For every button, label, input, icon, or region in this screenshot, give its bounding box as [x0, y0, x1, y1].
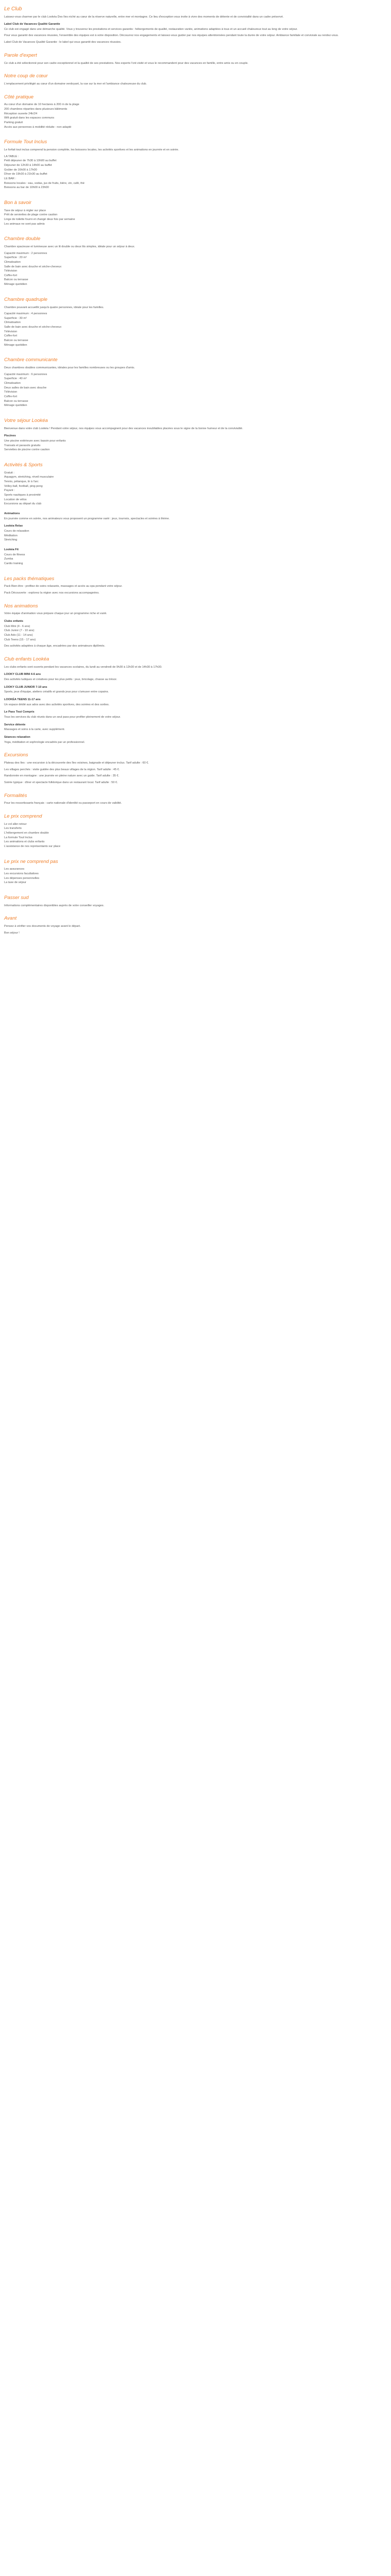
section-heading: Côté pratique [4, 94, 34, 100]
list-item: Aquagym, stretching, réveil musculaire [4, 476, 54, 479]
subheading: LOOKY CLUB MINI 4-6 ans [4, 673, 41, 676]
list-item: La taxe de séjour [4, 881, 26, 885]
section-heading: Formalités [4, 792, 27, 799]
paragraph: Ce club a été sélectionné pour son cadre exceptionnel et la qualité de ses prestations. Nos experts l'ont visité et vous le recommandent pour des vacances en famille, entre amis ou en couple. [4, 61, 249, 65]
list-item: Stretching [4, 538, 18, 542]
paragraph: Pack Bien-être : profitez de soins relaxants, massages et accès au spa pendant votre séjour. [4, 585, 123, 588]
list-item: L'hébergement en chambre double [4, 831, 49, 835]
list-item: Goûter de 16h00 à 17h00 [4, 168, 37, 172]
list-item: Télévision [4, 269, 18, 273]
list-item: Gratuit : [4, 471, 14, 474]
list-item: Accès aux personnes à mobilité réduite : non adapté [4, 125, 72, 129]
list-item: Tennis, pétanque, tir à l'arc [4, 480, 39, 484]
list-item: Wifi gratuit dans les espaces communs [4, 116, 54, 120]
list [4, 439, 387, 452]
list-item: Parking gratuit [4, 121, 23, 124]
paragraph: Le forfait tout inclus comprend la pension complète, les boissons locales, les activités sportives et les animations en journée et en soirée. [4, 148, 179, 151]
section-heading: Les packs thématiques [4, 575, 55, 582]
paragraph: Pensez à vérifier vos documents de voyage avant le départ. [4, 924, 81, 928]
section-heading: Formule Tout Inclus [4, 139, 47, 145]
subheading: Clubs enfants [4, 619, 23, 623]
list [4, 529, 387, 543]
subheading: Lookéa Fit [4, 548, 19, 551]
paragraph: Yoga, méditation et sophrologie encadrés par un professionnel. [4, 740, 85, 744]
section-heading: Chambre double [4, 236, 41, 242]
section-heading: Excursions [4, 752, 28, 758]
list [4, 372, 387, 408]
list-item: Coffre-fort [4, 334, 18, 338]
list-item: Payant : [4, 489, 15, 493]
paragraph: Massages et soins à la carte, avec supplément. [4, 728, 65, 732]
subheading: LOOKY CLUB JUNIOR 7-10 ans [4, 685, 47, 689]
list-item: Club Ado (11 - 14 ans) [4, 633, 33, 637]
list-item: Salle de bain avec douche et sèche-cheveux [4, 326, 62, 329]
list-item: Club Mini (4 - 6 ans) [4, 624, 30, 628]
list-item: Les assurances [4, 868, 25, 871]
list-item: Boissons locales : eau, sodas, jus de fruits, bière, vin, café, thé [4, 181, 85, 185]
list-item: Prêt de serviettes de plage contre caution [4, 213, 58, 217]
subheading: Séances relaxation [4, 735, 30, 739]
list-item: Climatisation [4, 260, 21, 264]
paragraph: Randonnée en montagne : une journée en pleine nature avec un guide. Tarif adulte : 35 €. [4, 774, 119, 778]
list-item: Superficie : 20 m² [4, 256, 27, 260]
subheading: Le Pass Tout Compris [4, 710, 35, 714]
list [4, 155, 387, 190]
paragraph: Pour les ressortissants français : carte nationale d'identité ou passeport en cours de validité. [4, 802, 122, 805]
list-item: Les transferts [4, 827, 22, 831]
list-item: Taxe de séjour à régler sur place [4, 209, 46, 212]
list-item: Superficie : 30 m² [4, 316, 27, 320]
subheading: LOOKÉA TEENS 11-17 ans [4, 698, 41, 701]
section-heading: Parole d'expert [4, 52, 37, 58]
list-item: Cardio training [4, 562, 23, 565]
list-item: Télévision [4, 330, 18, 333]
paragraph: Des activités adaptées à chaque âge, encadrées par des animateurs diplômés. [4, 645, 105, 648]
list [4, 209, 387, 227]
list-item: Coffre-fort [4, 274, 18, 277]
list-item: Cours de fitness [4, 553, 25, 556]
list-item: Télévision [4, 391, 18, 394]
list-item: Climatisation [4, 382, 21, 385]
list-item: Méditation [4, 534, 18, 537]
section-heading: Le prix comprend [4, 813, 42, 819]
subheading: Lookéa Relax [4, 524, 23, 528]
list-item: Balcon ou terrasse [4, 278, 28, 282]
subheading: Animations [4, 512, 20, 515]
paragraph: Sports, jeux d'équipe, ateliers créatifs et grands jeux pour s'amuser entre copains. [4, 690, 109, 694]
subheading: Piscines [4, 434, 16, 438]
paragraph: En journée comme en soirée, nos animateurs vous proposent un programme varié : jeux, tournois, spectacles et soirées à thème. [4, 517, 170, 520]
list [4, 312, 387, 347]
list-item: Balcon ou terrasse [4, 399, 28, 403]
list [4, 251, 387, 287]
paragraph: Ce club est engagé dans une démarche qualité. Vous y trouverez les prestations et services garantis : hébergements de qualité, restauration variée, animations adaptées à tous et un accueil chaleureux tout au long de votre séjour. [4, 27, 298, 31]
list-item: Au cœur d'un domaine de 10 hectares à 200 m de la plage [4, 103, 79, 107]
section-heading: Notre coup de cœur [4, 73, 48, 79]
list-item: Petit déjeuner de 7h30 à 10h00 au buffet [4, 159, 57, 163]
list-item: Club Teens (15 - 17 ans) [4, 638, 36, 641]
list-item: Coffre-fort [4, 395, 18, 399]
list-item: Cours de relaxation [4, 529, 29, 533]
paragraph: Bienvenue dans votre club Lookéa ! Pendant votre séjour, nos équipes vous accompagnent pour des vacances inoubliables placées sous le signe de la bonne humeur et de la convivialité. [4, 427, 243, 430]
list-item: Ménage quotidien [4, 283, 27, 286]
section-heading: Activités & Sports [4, 462, 43, 468]
list-item: Superficie : 40 m² [4, 377, 27, 381]
paragraph: Chambre spacieuse et lumineuse avec un lit double ou deux lits simples, idéale pour un séjour à deux. [4, 245, 135, 248]
list-item: Capacité maximum : 4 personnes [4, 312, 47, 316]
section-heading: Votre séjour Lookéa [4, 418, 48, 424]
paragraph: Soirée typique : dîner et spectacle folklorique dans un restaurant local. Tarif adulte : 50 €. [4, 781, 118, 784]
list-item: Serviettes de piscine contre caution [4, 448, 50, 452]
section-heading: Nos animations [4, 603, 38, 609]
list-item: Capacité maximum : 2 personnes [4, 251, 47, 255]
paragraph: Des activités ludiques et créatives pour les plus petits : jeux, bricolage, chasse au trésor. [4, 677, 117, 681]
list-item: Les animations et clubs enfants [4, 840, 45, 844]
page [0, 0, 391, 943]
subheading: Service détente [4, 723, 26, 726]
paragraph: Pour vous garantir des vacances réussies, l'ensemble des équipes est à votre disposition. Découvrez nos engagements et laissez-vous guider par nos équipes attentionnées pendant toute la durée de votre séjour. Ambiance familiale et conviviale au rendez-vous. [4, 34, 339, 38]
section-heading: Club enfants Lookéa [4, 656, 50, 662]
list-item: Zumba [4, 557, 13, 561]
paragraph: Tous les services du club réunis dans un seul pass pour profiter pleinement de votre séjour. [4, 715, 121, 719]
list [4, 553, 387, 566]
list-item: Deux salles de bain avec douche [4, 386, 47, 389]
section-heading: Bon à savoir [4, 199, 31, 206]
list [4, 822, 387, 849]
paragraph: Deux chambres doubles communicantes, idéales pour les familles nombreuses ou les groupes d'amis. [4, 366, 135, 370]
list [4, 103, 387, 129]
list-item: Excursions au départ du club [4, 502, 42, 506]
paragraph: Pack Découverte : explorez la région avec nos excursions accompagnées. [4, 591, 100, 595]
list-item: 200 chambres réparties dans plusieurs bâtiments [4, 107, 68, 111]
list-item: LE BAR : [4, 177, 17, 180]
paragraph: Informations complémentaires disponibles auprès de votre conseiller voyages. [4, 904, 105, 907]
paragraph: Chambre pouvant accueillir jusqu'à quatre personnes, idéale pour les familles. [4, 306, 104, 309]
list-item: Balcon ou terrasse [4, 339, 28, 343]
list-item: Volley-ball, football, ping-pong [4, 484, 43, 488]
list-item: Ménage quotidien [4, 343, 27, 347]
paragraph: Label Club de Vacances Qualité Garantie : le label qui vous garantit des vacances réussies. [4, 41, 122, 44]
section-title: Le Club [4, 6, 22, 12]
paragraph: Les clubs enfants sont ouverts pendant les vacances scolaires, du lundi au vendredi de 9h30 à 12h30 et de 14h30 à 17h30. [4, 665, 162, 669]
list-item: Salle de bain avec douche et sèche-cheveux [4, 265, 62, 268]
section-heading: Chambre communicante [4, 357, 58, 363]
paragraph: Votre équipe d'animation vous prépare chaque jour un programme riche et varié. [4, 612, 107, 616]
list [4, 867, 387, 885]
list-item: Le vol aller-retour [4, 822, 27, 826]
list-item: Réception ouverte 24h/24 [4, 112, 38, 115]
list-item: LA TABLE : [4, 155, 19, 158]
paragraph: Laissez-vous charmer par le club Lookéa Des Iles niché au cœur de la réserve naturelle, entre mer et montagne. Ce lieu d'exception vous invite à vivre des moments de détente et de convivialité dans un cadre préservé. [4, 15, 284, 19]
list-item: Les dépenses personnelles [4, 876, 40, 880]
section-heading: Chambre quadruple [4, 296, 47, 302]
list-item: Boissons au bar de 10h00 à 23h00 [4, 186, 49, 190]
paragraph: Plateau des Iles : une excursion à la découverte des îles voisines, baignade et déjeuner inclus. Tarif adulte : 60 €. [4, 761, 149, 765]
paragraph: Les villages perchés : visite guidée des plus beaux villages de la région. Tarif adulte : 45 €. [4, 768, 120, 771]
list-item: Club Junior (7 - 10 ans) [4, 629, 35, 633]
list-item: Capacité maximum : 6 personnes [4, 372, 47, 376]
paragraph: L'emplacement privilégié au cœur d'un domaine verdoyant, la vue sur la mer et l'ambiance chaleureuse du club. [4, 82, 147, 86]
list [4, 471, 387, 506]
list [4, 624, 387, 642]
list-item: Sports nautiques à proximité [4, 494, 41, 497]
paragraph: Bon séjour ! [4, 931, 20, 935]
list-item: L'assistance de nos représentants sur place [4, 844, 60, 848]
list-item: Déjeuner de 12h30 à 14h00 au buffet [4, 163, 52, 167]
list-item: Une piscine extérieure avec bassin pour enfants [4, 439, 66, 443]
list-item: Les excursions facultatives [4, 872, 39, 875]
subheading: Label Club de Vacances Qualité Garantie [4, 23, 60, 26]
paragraph: Un espace dédié aux ados avec des activités sportives, des soirées et des sorties. [4, 703, 109, 706]
list-item: Linge de toilette fourni et changé deux fois par semaine [4, 217, 75, 221]
list-item: Dîner de 19h30 à 21h30 au buffet [4, 173, 47, 176]
list-item: Ménage quotidien [4, 404, 27, 408]
list-item: Transats et parasols gratuits [4, 444, 41, 447]
list-item: Location de vélos [4, 498, 27, 501]
list-item: Les animaux ne sont pas admis [4, 222, 45, 226]
list-item: Climatisation [4, 321, 21, 325]
section-heading: Passer sud [4, 894, 29, 901]
section-heading: Avant [4, 916, 17, 922]
section-heading: Le prix ne comprend pas [4, 858, 58, 865]
list-item: La formule Tout Inclus [4, 836, 32, 839]
